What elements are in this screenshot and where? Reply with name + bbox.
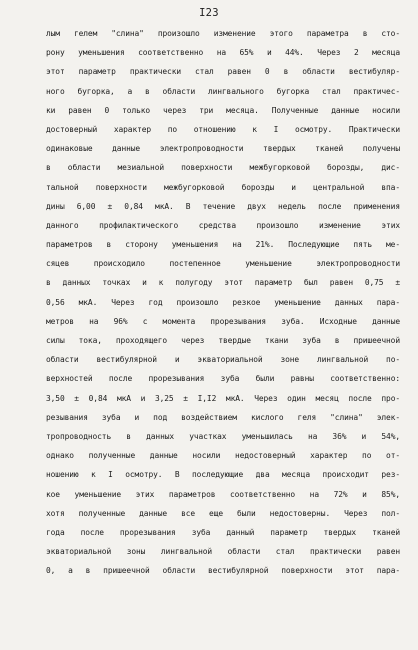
text-line: однако полученные данные носили недостоверный характер по от- [46,451,400,461]
text-line: метров на 96% с момента прорезывания зуба. Исходные данные [46,316,400,326]
text-line: лым гелем "слина" произошло изменение этого параметра в сто- [46,29,400,38]
text-line: данного профилактического средства произошло изменение этих [46,220,400,230]
text-line: тальной поверхности межбугорковой борозды и центральной впа- [46,182,400,192]
text-line: параметров в сторону уменьшения на 21%. Последующие пять ме- [46,240,400,250]
text-line: ки равен 0 только через три месяца. Полученные данные носили [46,105,400,115]
text-line: в данных точках и к полугоду этот параметр был равен 0,75 ± [46,278,400,288]
text-line: рону уменьшения соответственно на 65% и 44%. Через 2 месяца [46,48,400,58]
text-line: достоверный характер по отношению к I осмотру. Практически [46,124,400,134]
text-line: 0, а в пришеечной области вестибулярной поверхности этот пара- [46,566,400,576]
text-line: в области мезиальной поверхности межбугорковой борозды, дис- [46,163,400,173]
text-line: 3,50 ± 0,84 мкА и 3,25 ± I,I2 мкА. Через один месяц после про- [46,393,400,403]
text-line: тропроводность в данных участках уменьшилась на 36% и 54%, [46,431,400,441]
page-number: I23 [199,7,219,19]
text-line: дины 6,00 ± 0,84 мкА. В течение двух недель после применения [46,201,400,211]
text-line: силы тока, проходящего через твердые ткани зуба в пришеечной [46,336,400,345]
text-line: экваториальной зоны лингвальной области стал практически равен [46,547,400,557]
text-line: этот параметр практически стал равен 0 в области вестибуляр- [46,67,400,77]
text-line: хотя полученные данные все еще были недостоверны. Через пол- [46,508,400,518]
text-line: одинаковые данные электропроводности твердых тканей получены [46,144,400,154]
text-line: 0,56 мкА. Через год произошло резкое уменьшение данных пара- [46,297,400,307]
text-line: верхностей после прорезывания зуба были равны соответственно: [46,374,400,384]
text-line: резывания зуба и под воздействием кислого геля "слина" элек- [46,412,400,422]
text-line: года после прорезывания зуба данный параметр твердых тканей [46,527,400,537]
text-line: ношению к I осмотру. В последующие два месяца происходит рез- [46,470,400,480]
text-line: кое уменьшение этих параметров соответственно на 72% и 85%, [46,489,400,499]
text-line: ного бугорка, а в области лингвального бугорка стал практичес- [46,86,400,96]
text-line: сяцев происходило постепенное уменьшение электропроводности [46,259,400,269]
text-line: области вестибулярной и экваториальной зоне лингвальной по- [46,355,400,365]
body-text [46,24,400,580]
